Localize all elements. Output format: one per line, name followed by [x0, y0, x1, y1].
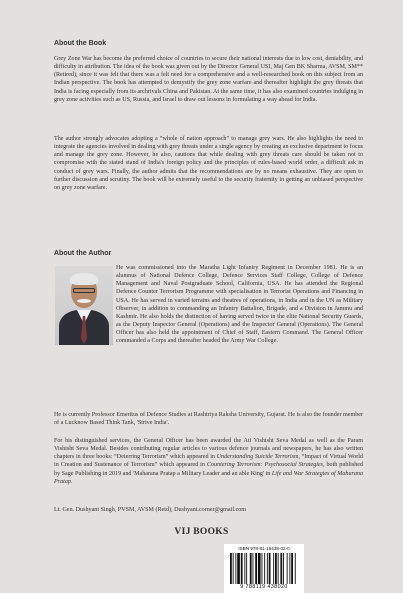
barcode-digits: 9 788119 438020 — [240, 584, 288, 590]
author-bio-paragraph-3: For his distinguished services, the General Officer has been awarded the Ati Vishisht Seva Medal as well as the Param Vishisht Seva Medal. Besides contributing regular articles to various defence journals and newspapers, he has also written chapters in three books: “Deterring Terrorism” which appeared in Understanding Suicide Terrorism, “Impact of Virtual World in Creation and Sustenance of Terrorism” which appeared in Countering Terrorism: Psychosocial Strategies, both published by Sage Publishing in 2019 and 'Maharana Pratap a Military Leader and an able King' in Life and War Strategies of Maharana Pratap. — [54, 438, 363, 485]
about-book-paragraph-2: The author strongly advocates adopting a “whole of nation approach” to manage grey wars. He also highlights the need to integrate the agencies involved in dealing with grey threats under a single agency by creating an exclusive department to focus and manage the grey zone. However, he also, cautions that while dealing with grey threats care should be taken not to compromise with the stated stand of India's foreign policy and the principles of rules-based world order, a difficult ask in conduct of grey wars. Finally, the author admits that the recommendations are by no means exhaustive. They are open to further discussion and scrutiny. The book will be extremely useful to the security fraternity in getting an unbiased perspective on grey zone warfare. — [54, 136, 363, 191]
about-author-heading: About the Author — [54, 250, 112, 257]
author-bio-paragraph-2: He is currently Professor Emeritus of Defence Studies at Rashtriya Raksha University, Gujarat. He is also the founder member of a Lucknow Based Think Tank, 'Strive India'. — [54, 412, 363, 427]
barcode-bars — [230, 553, 298, 584]
about-book-paragraph-1: Grey Zone War has become the preferred choice of countries to secure their national interests due to low cost, deniability, and difficulty in attribution. The idea of the book was given out by the Director General USI, Maj Gen BK Sharma, AVSM, SM** (Retired), since it was felt that there was a felt need for a comprehensive and a well-researched book on this subject from an Indian perspective. The book has attempted to demystify the grey zone warfare and thereafter highlight the grey threats that India is facing especially from its archrivals China and Pakistan. At the same time, it has also examined countries indulging in grey zone activities such as US, Russia, and Israel to draw out lessons in formulating a way ahead for India. — [54, 56, 363, 103]
publisher-name: VIJ BOOKS — [174, 527, 229, 537]
author-photo — [55, 266, 113, 345]
author-bio-text: He was commissioned into the Maratha Light Infantry Regiment in December 1981. He is an alumnus of National Defence College, Defence Services Staff College, College of Defence Management and Naval Postgraduate School, California, USA. He has attended the Regional Defence Counter Terrorism Programme with specialisation in Terrorist Operations and Financing in USA. He has served in varied terrains and theatres of operations, in India and in the UN as Military Observer, in addition to commanding an Infantry Battalion, Brigade, and a Division in Jammu and Kashmir. He also holds the distinction of having served twice in the elite National Security Guards, as the Deputy Inspector General (Operations) and the Inspector General (Operations). The General Officer has also held the appointment of Chief of Staff, Eastern Command. The General Officer commanded a Corps and thereafter headed the Army War College. — [116, 265, 363, 345]
isbn-barcode — [224, 544, 304, 593]
author-signature: Lt. Gen. Dushyant Singh, PVSM, AVSM (Retd), Dushyant.corner@gmail.com — [54, 507, 247, 513]
isbn-label: ISBN 978-81-19438-02-0 — [238, 546, 290, 551]
about-book-heading: About the Book — [54, 40, 107, 47]
